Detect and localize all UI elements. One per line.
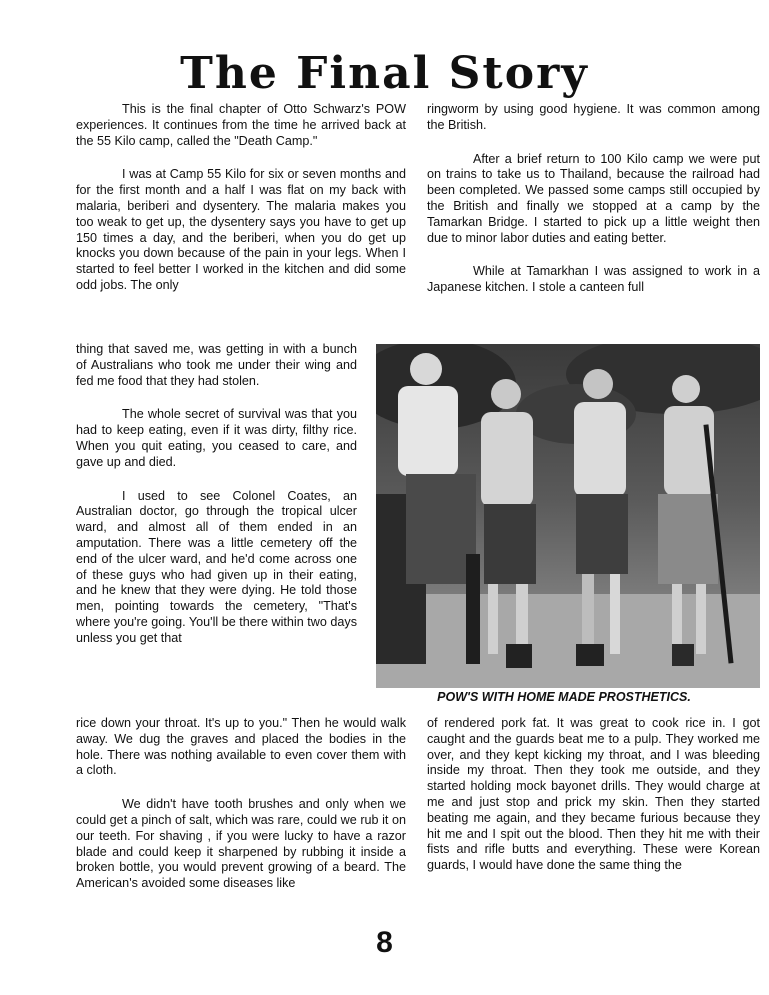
paragraph: thing that saved me, was getting in with a bunch of Australians who took me under their wing and fed me food that they had stolen. (76, 342, 357, 388)
paragraph: of rendered pork fat. It was great to cook rice in. I got caught and the guards beat me to a pulp. They worked me over, and they kept kicking my throat, and I was bleeding inside my throat. Then they took me outside, and they started holding mock bayonet drills. They would charge at me and just stop and prick my skin. Then they started beating me again, and they became furious because they hit me and I spit out the blood. Then they hit me with their fists and rifle butts and everything. These were Korean guards, I would have done the same thing the (427, 716, 760, 873)
paragraph: This is the final chapter of Otto Schwarz's POW experiences. It continues from the time he arrived back at the 55 Kilo camp, called the "Death Camp." (76, 102, 406, 148)
page-number: 8 (376, 926, 393, 959)
left-column-bottom (76, 716, 406, 892)
right-column-top (427, 102, 760, 296)
photo-caption: POW'S WITH HOME MADE PROSTHETICS. (437, 690, 691, 704)
paragraph: While at Tamarkhan I was assigned to work in a Japanese kitchen. I stole a canteen full (427, 264, 760, 295)
left-column-top (76, 102, 406, 294)
paragraph: After a brief return to 100 Kilo camp we were put on trains to take us to Thailand, because the railroad had been completed. We passed some camps still occupied by the British and finally we stopped at a camp by the Tamarkan Bridge. I started to pick up a little weight then due to minor labor duties and eating better. (427, 151, 760, 245)
paragraph: ringworm by using good hygiene. It was common among the British. (427, 102, 760, 132)
page-title: The Final Story (180, 48, 589, 99)
paragraph: I was at Camp 55 Kilo for six or seven months and for the first month and a half I was flat on my back with malaria, beriberi and dysentery. The malaria makes you too weak to get up, the dysentery says you have to get up 150 times a day, and the beriberi, when you do get up knocks you down because of the pain in your legs. When I started to feel better I worked in the kitchen and did some odd jobs. The only (76, 167, 406, 292)
pow-group-photo (376, 344, 760, 688)
paragraph: rice down your throat. It's up to you." Then he would walk away. We dug the graves and placed the bodies in the hole. There was nothing available to even cover them with a cloth. (76, 716, 406, 778)
right-column-bottom (427, 716, 760, 874)
paragraph: The whole secret of survival was that you had to keep eating, even if it was dirty, filthy rice. When you quit eating, you ceased to care, and gave up and died. (76, 407, 357, 469)
paragraph: We didn't have tooth brushes and only when we could get a pinch of salt, which was rare, could we rub it on our teeth. For shaving , if you were lucky to have a razor blade and could keep it sharpened by rubbing it inside a broken bottle, you would prevent growing of a beard. The American's avoided some diseases like (76, 797, 406, 891)
left-column-narrow (76, 342, 357, 647)
paragraph: I used to see Colonel Coates, an Australian doctor, go through the tropical ulcer ward, and almost all of them ended in an amputation. There was a little cemetery off the end of the ulcer ward, and he'd come across one of these guys who had given up in their eating, and he knew that they were dying. He told those men, pointing towards the cemetery, "That's where you're going. You'll be there within two days unless you get that (76, 488, 357, 645)
